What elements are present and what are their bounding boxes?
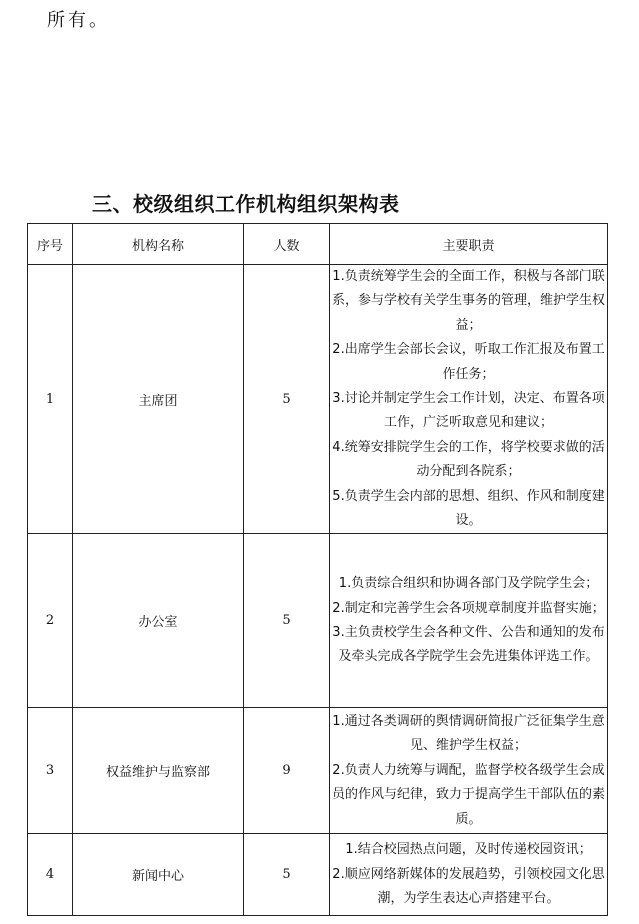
header-count: 人数 (244, 224, 330, 265)
row-index: 2 (28, 534, 73, 708)
lead-text: 所有。 (47, 10, 110, 31)
table-row (28, 534, 608, 708)
duty-item: 5.负责学生会内部的思想、组织、作风和制度建设。 (332, 488, 605, 529)
duty-item: 3.主负责校学生会各种文件、公告和通知的发布及牵头完成各学院学生会先进集体评选工作。 (332, 624, 605, 665)
row-duties (330, 265, 608, 534)
table-header-row (28, 224, 608, 265)
duty-item: 1.结合校园热点问题，及时传递校园资讯； (345, 842, 592, 858)
row-count: 5 (244, 534, 330, 708)
duty-item: 2.负责人力统筹与调配，监督学校各级学生会成员的作风与纪律，致力于提高学生干部队伍的素质。 (331, 762, 605, 827)
table-row (28, 708, 608, 834)
header-index: 序号 (28, 224, 73, 265)
row-duties (330, 834, 608, 916)
row-name: 权益维护与监察部 (73, 708, 244, 834)
row-name: 办公室 (73, 534, 244, 708)
table-row (28, 265, 608, 534)
section-title: 三、校级组织工作机构组织架构表 (92, 192, 400, 216)
duty-item: 4.统筹安排院学生会的工作，将学校要求做的活动分配到各院系； (332, 439, 605, 480)
row-duties (330, 534, 608, 708)
header-name: 机构名称 (73, 224, 244, 265)
row-name: 新闻中心 (73, 834, 244, 916)
row-count: 5 (244, 834, 330, 916)
header-duties: 主要职责 (330, 224, 608, 265)
duty-item: 1.通过各类调研的舆情调研简报广泛征集学生意见、维护学生权益； (332, 713, 605, 754)
duty-item: 2.顺应网络新媒体的发展趋势，引领校园文化思潮，为学生表达心声搭建平台。 (332, 866, 605, 907)
row-count: 5 (244, 265, 330, 534)
row-index: 3 (28, 708, 73, 834)
duty-item: 1.负责统筹学生会的全面工作，积极与各部门联系，参与学校有关学生事务的管理，维护学生权益； (331, 269, 605, 333)
duty-item: 2.出席学生会部长会议，听取工作汇报及布置工作任务； (332, 342, 605, 382)
duty-item: 2.制定和完善学生会各项规章制度并监督实施； (332, 600, 605, 616)
row-index: 4 (28, 834, 73, 916)
duty-item: 3.讨论并制定学生会工作计划，决定、布置各项工作，广泛听取意见和建议； (332, 391, 605, 431)
row-index: 1 (28, 265, 73, 534)
table-row (28, 834, 608, 916)
row-duties (330, 708, 608, 834)
row-count: 9 (244, 708, 330, 834)
organization-table (27, 223, 608, 916)
duty-item: 1.负责综合组织和协调各部门及学院学生会； (338, 576, 599, 592)
row-name: 主席团 (73, 265, 244, 534)
